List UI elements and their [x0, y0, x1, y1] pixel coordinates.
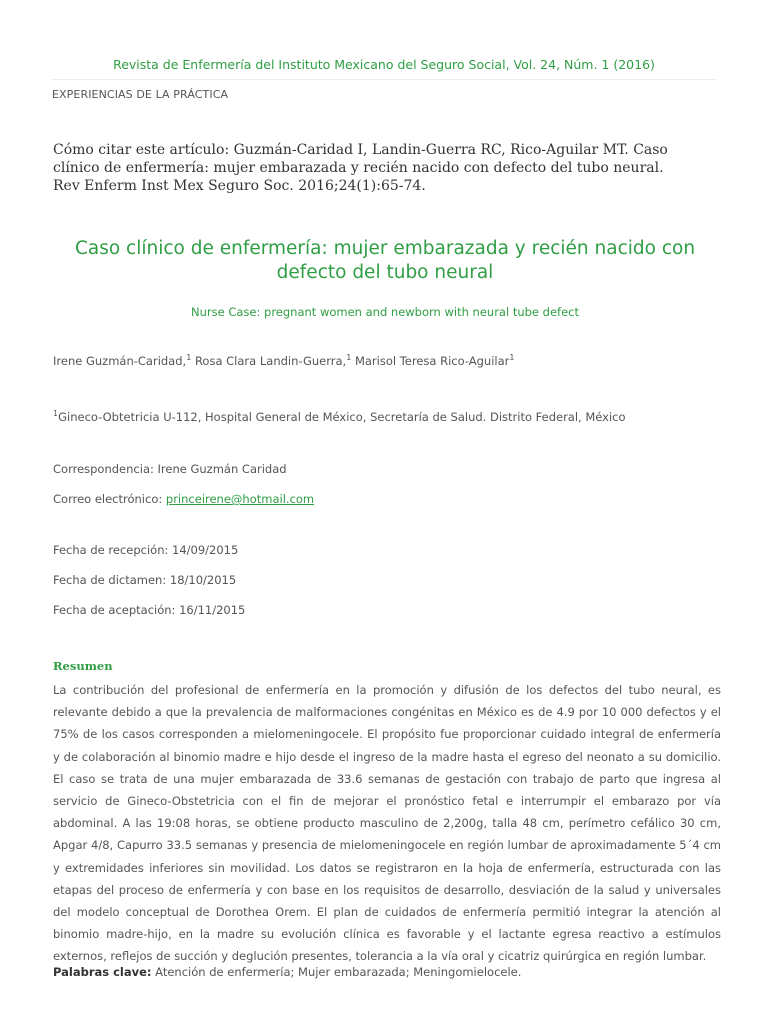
author-affiliation-mark: 1	[509, 353, 515, 363]
date-received: Fecha de recepción: 14/09/2015	[53, 543, 239, 557]
keywords-text: Atención de enfermería; Mujer embarazada; Meningomielocele.	[155, 965, 522, 979]
email-line	[53, 492, 314, 506]
affiliation-text: Gineco-Obtetricia U-112, Hospital General de México, Secretaría de Salud. Distrito Federal, México	[58, 410, 626, 424]
authors-line	[53, 354, 514, 368]
keywords-label: Palabras clave:	[53, 965, 152, 979]
date-reviewed: Fecha de dictamen: 18/10/2015	[53, 573, 237, 587]
resumen-heading: Resumen	[53, 659, 113, 673]
author-affiliation-mark: 1	[186, 353, 192, 363]
correspondence: Correspondencia: Irene Guzmán Caridad	[53, 462, 287, 476]
abstract-text: La contribución del profesional de enfermería en la promoción y difusión de los defectos del tubo neural, es relevante debido a que la prevalencia de malformaciones congénitas en México es de 4.9 por 10 000 defectos y el 75% de los casos corresponden a mielomeningocele. El propósito fue proporcionar cuidado integral de enfermería y de colaboración al binomio madre e hijo desde el ingreso de la madre hasta el egreso del neonato a su domicilio. El caso se trata de una mujer embarazada de 33.6 semanas de gestación con trabajo de parto que ingresa al servicio de Gineco-Obstetricia con el fin de mejorar el pronóstico fetal e interrumpir el embarazo por vía abdominal. A las 19:08 horas, se obtiene producto masculino de 2,200g, talla 48 cm, perímetro cefálico 30 cm, Apgar 4/8, Capurro 33.5 semanas y presencia de mielomeningocele en región lumbar de aproximadamente 5´4 cm y extremidades inferiores sin movilidad. Los datos se registraron en la hoja de enfermería, estructurada con las etapas del proceso de enfermería y con base en los requisitos de desarrollo, desviación de la salud y universales del modelo conceptual de Dorothea Orem. El plan de cuidados de enfermería permitió integrar la atención al binomio madre-hijo, en la madre su evolución clínica es favorable y el lactante egresa reactivo a estímulos externos, reflejos de succión y deglución presentes, tolerancia a la vía oral y cicatriz quirúrgica en región lumbar.	[53, 683, 721, 964]
article-title: Caso clínico de enfermería: mujer embarazada y recién nacido con defecto del tubo neural	[74, 238, 696, 283]
email-link[interactable]: princeirene@hotmail.com	[165, 492, 315, 506]
affiliation	[53, 410, 626, 424]
author-name: Irene Guzmán-Caridad,	[53, 354, 187, 368]
author-name: Marisol Teresa Rico-Aguilar	[354, 354, 510, 368]
date-accepted: Fecha de aceptación: 16/11/2015	[53, 603, 246, 617]
section-label: EXPERIENCIAS DE LA PRÁCTICA	[52, 88, 229, 101]
email-label: Correo electrónico:	[53, 492, 163, 506]
citation: Cómo citar este artículo: Guzmán-Caridad I, Landin-Guerra RC, Rico-Aguilar MT. Caso clínico de enfermería: mujer embarazada y recién nacido con defecto del tubo neural. Rev Enferm Inst Mex Seguro Soc. 2016;24(1):65-74.	[53, 142, 668, 194]
author-affiliation-mark: 1	[346, 353, 352, 363]
journal-header: Revista de Enfermería del Instituto Mexicano del Seguro Social, Vol. 24, Núm. 1 (2016)	[52, 56, 716, 80]
author-name: Rosa Clara Landin-Guerra,	[194, 354, 347, 368]
article-subtitle: Nurse Case: pregnant women and newborn with neural tube defect	[191, 305, 579, 319]
keywords	[53, 965, 521, 979]
affiliation-mark: 1	[53, 409, 59, 419]
